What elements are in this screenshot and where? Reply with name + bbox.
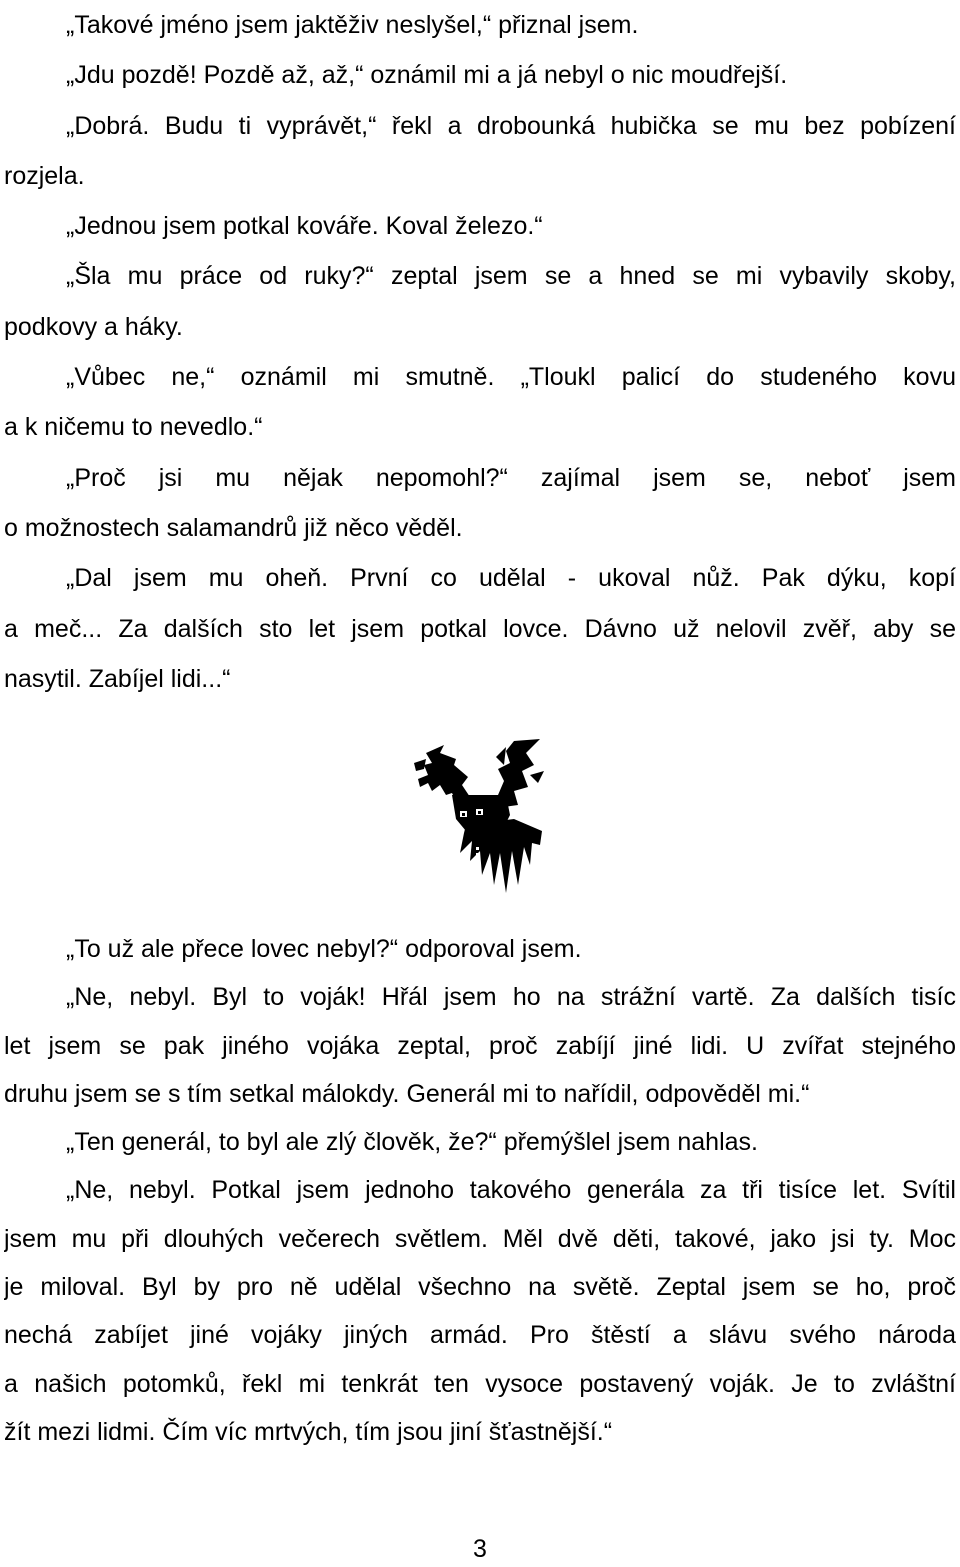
text-line: je miloval. Byl by pro ně udělal všechno na světě. Zeptal jsem se ho, proč [4, 1273, 956, 1302]
text-line: „Takové jméno jsem jaktěživ neslyšel,“ přiznal jsem. [66, 11, 639, 39]
text-line: jsem mu při dlouhých večerech světlem. Měl dvě děti, takové, jako jsi ty. Moc [4, 1224, 956, 1253]
paragraph [4, 1166, 956, 1456]
text-line: „Jdu pozdě! Pozdě až, až,“ oznámil mi a já nebyl o nic moudřejší. [66, 61, 788, 90]
text-line: rozjela. [4, 161, 85, 190]
text-block-top [4, 0, 956, 704]
text-line: a našich potomků, řekl mi tenkrát ten vysoce postavený voják. Je to zvláštní [4, 1369, 956, 1398]
text-line: a k ničemu to nevedlo.“ [4, 413, 263, 442]
text-line: podkovy a háky. [4, 312, 183, 341]
text-line: „Šla mu práce od ruky?“ zeptal jsem se a hned se mi vybavily skoby, [66, 262, 956, 291]
text-line: o možnostech salamandrů již něco věděl. [4, 513, 463, 542]
paragraph [4, 352, 956, 453]
paragraph [4, 1118, 956, 1166]
text-block-bottom [4, 925, 956, 1456]
antlered-creature-icon [410, 735, 552, 895]
paragraph [4, 973, 956, 1118]
paragraph [4, 925, 956, 973]
text-line: „To už ale přece lovec nebyl?“ odporoval jsem. [66, 935, 582, 963]
text-line: druhu jsem se s tím setkal málokdy. Generál mi to nařídil, odpověděl mi.“ [4, 1079, 810, 1108]
paragraph [4, 50, 956, 100]
text-line: „Ne, nebyl. Byl to voják! Hřál jsem ho na strážní vartě. Za dalších tisíc [66, 983, 956, 1012]
text-line: „Jednou jsem potkal kováře. Koval železo.“ [66, 212, 543, 241]
text-line: nechá zabíjet jiné vojáky jiných armád. Pro štěstí a slávu svého národa [4, 1321, 956, 1350]
paragraph [4, 201, 956, 251]
paragraph [4, 0, 956, 50]
text-line: a meč... Za dalších sto let jsem potkal lovce. Dávno už nelovil zvěř, aby se [4, 614, 956, 643]
text-line: „Dobrá. Budu ti vyprávět,“ řekl a drobounká hubička se mu bez pobízení [66, 111, 956, 140]
text-line: „Proč jsi mu nějak nepomohl?“ zajímal jsem se, neboť jsem [66, 463, 956, 492]
paragraph [4, 553, 956, 704]
paragraph [4, 101, 956, 202]
text-line: „Ten generál, to byl ale zlý člověk, že?“ přemýšlel jsem nahlas. [66, 1128, 758, 1157]
text-line: žít mezi lidmi. Čím víc mrtvých, tím jsou jiní šťastnější.“ [4, 1417, 613, 1446]
text-line: „Dal jsem mu oheň. První co udělal - ukoval nůž. Pak dýku, kopí [66, 564, 956, 593]
text-line: let jsem se pak jiného vojáka zeptal, proč zabíjí jiné lidi. U zvířat stejného [4, 1031, 956, 1060]
text-line: „Ne, nebyl. Potkal jsem jednoho takového generála za tři tisíce let. Svítil [66, 1176, 956, 1205]
paragraph [4, 453, 956, 554]
page-number: 3 [473, 1535, 487, 1563]
text-line: „Vůbec ne,“ oznámil mi smutně. „Tloukl palicí do studeného kovu [66, 363, 956, 392]
paragraph [4, 251, 956, 352]
text-line: nasytil. Zabíjel lidi...“ [4, 664, 231, 693]
